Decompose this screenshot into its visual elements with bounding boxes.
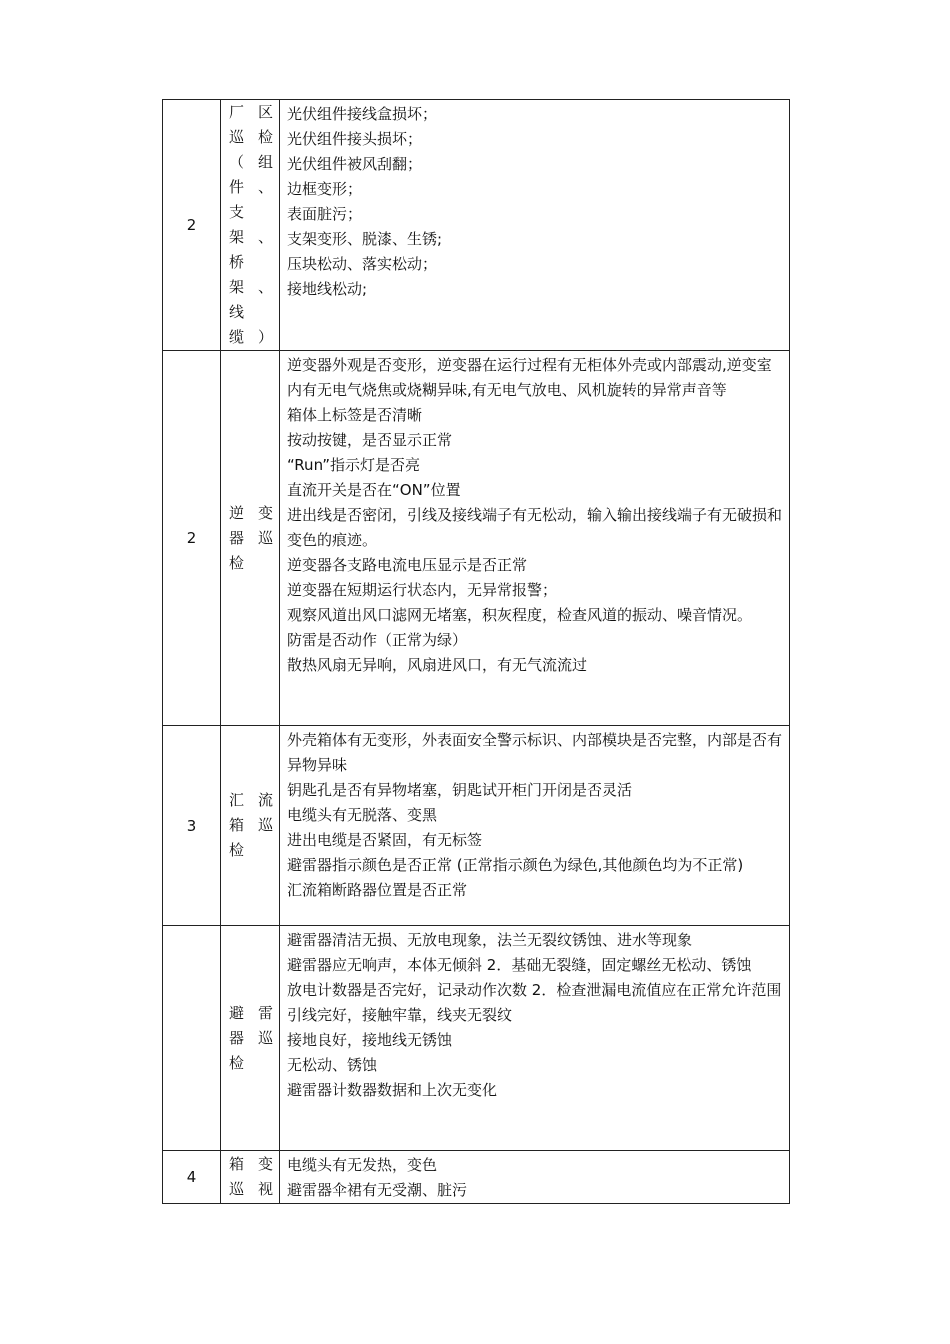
category-line: 器 巡 [229,528,273,547]
row-number: 4 [163,1151,221,1204]
inspection-item: 避雷器伞裙有无受潮、脏污 [287,1181,468,1199]
category-line: 厂区 [229,103,273,121]
category-line: 箱 变 [229,1155,273,1173]
category-line: 汇 流 [229,791,273,809]
row-number: 2 [163,351,221,726]
row-number: 2 [163,100,221,351]
inspection-item: 避雷器应无响声，本体无倾斜 2．基础无裂缝，固定螺丝无松动、锈蚀 [287,956,752,974]
category-line: （组 [229,153,273,171]
inspection-item: 放电计数器是否完好，记录动作次数 2．检查泄漏电流值应在正常允许范围 [287,981,782,999]
category-line: 巡视 [229,1180,273,1198]
inspection-item: 逆变器各支路电流电压显示是否正常 [287,556,528,574]
category-line: 线 [229,303,245,321]
inspection-item: 支架变形、脱漆、生锈; [287,230,443,248]
inspection-item: 无松动、锈蚀 [287,1056,378,1074]
table-row [163,1151,790,1204]
table-row [163,100,790,351]
row-items [280,726,790,926]
category-line: 避 雷 [229,1003,273,1022]
table-row [163,926,790,1151]
inspection-item: 逆变器外观是否变形，逆变器在运行过程有无柜体外壳或内部震动,逆变室内有无电气烧焦或烧糊异味,有无电气放电、风机旋转的异常声音等 [287,356,772,399]
category-line: 件、 [229,178,273,196]
inspection-item: 电缆头有无发热，变色 [287,1156,438,1174]
row-items [280,926,790,1151]
inspection-item: 进出线是否密闭，引线及接线端子有无松动，输入输出接线端子有无破损和变色的痕迹。 [287,506,783,549]
inspection-item: 光伏组件被风刮翻； [287,155,423,173]
row-items [280,100,790,351]
row-category [221,351,280,726]
category-line: 巡检 [229,128,273,146]
inspection-item: 避雷器计数器数据和上次无变化 [287,1081,498,1099]
row-items [280,1151,790,1204]
category-line: 桥 [229,253,245,271]
inspection-item: “Run”指示灯是否亮 [287,456,421,474]
category-line: 器 巡 [229,1028,273,1047]
inspection-item: 光伏组件接线盒损坏； [287,105,438,123]
inspection-item: 防雷是否动作（正常为绿） [287,631,468,649]
inspection-item: 观察风道出风口滤网无堵塞，积灰程度，检查风道的振动、噪音情况。 [287,606,753,624]
inspection-item: 钥匙孔是否有异物堵塞，钥匙试开柜门开闭是否灵活 [287,781,633,799]
row-items [280,351,790,726]
inspection-item: 接地线松动; [287,280,368,298]
category-line: 逆 变 [229,503,273,522]
category-line: 缆） [229,328,273,346]
inspection-item: 引线完好，接触牢靠，线夹无裂纹 [287,1006,513,1024]
inspection-item: 散热风扇无异响，风扇进风口，有无气流流过 [287,656,588,674]
inspection-item: 边框变形； [287,180,363,198]
inspection-item: 箱体上标签是否清晰 [287,406,423,424]
inspection-item: 避雷器指示颜色是否正常 (正常指示颜色为绿色,其他颜色均为不正常) [287,856,744,874]
category-line: 架、 [229,228,273,246]
inspection-table-body [163,100,790,1204]
inspection-item: 压块松动、落实松动； [287,255,438,273]
category-line: 架、 [229,278,273,296]
inspection-item: 按动按键，是否显示正常 [287,431,453,449]
inspection-item: 汇流箱断路器位置是否正常 [287,881,468,899]
inspection-item: 避雷器清洁无损、无放电现象，法兰无裂纹锈蚀、进水等现象 [287,931,693,949]
category-line: 检 [229,841,245,859]
inspection-table [162,99,790,1204]
table-row [163,351,790,726]
inspection-item: 表面脏污； [287,205,363,223]
inspection-item: 进出电缆是否紧固，有无标签 [287,831,483,849]
inspection-item: 直流开关是否在“ON”位置 [287,481,461,499]
category-line: 检 [229,553,245,572]
inspection-item: 接地良好，接地线无锈蚀 [287,1031,453,1049]
category-line: 箱 巡 [229,816,273,834]
row-number [163,926,221,1151]
inspection-item: 逆变器在短期运行状态内，无异常报警； [287,581,558,599]
row-category [221,726,280,926]
category-line: 检 [229,1053,245,1072]
inspection-item: 外壳箱体有无变形，外表面安全警示标识、内部模块是否完整，内部是否有异物异味 [287,731,783,774]
table-row [163,726,790,926]
inspection-item: 电缆头有无脱落、变黑 [287,806,438,824]
row-number: 3 [163,726,221,926]
row-category [221,100,280,351]
category-line: 支 [229,203,245,221]
row-category [221,926,280,1151]
inspection-item: 光伏组件接头损坏； [287,130,423,148]
row-category [221,1151,280,1204]
